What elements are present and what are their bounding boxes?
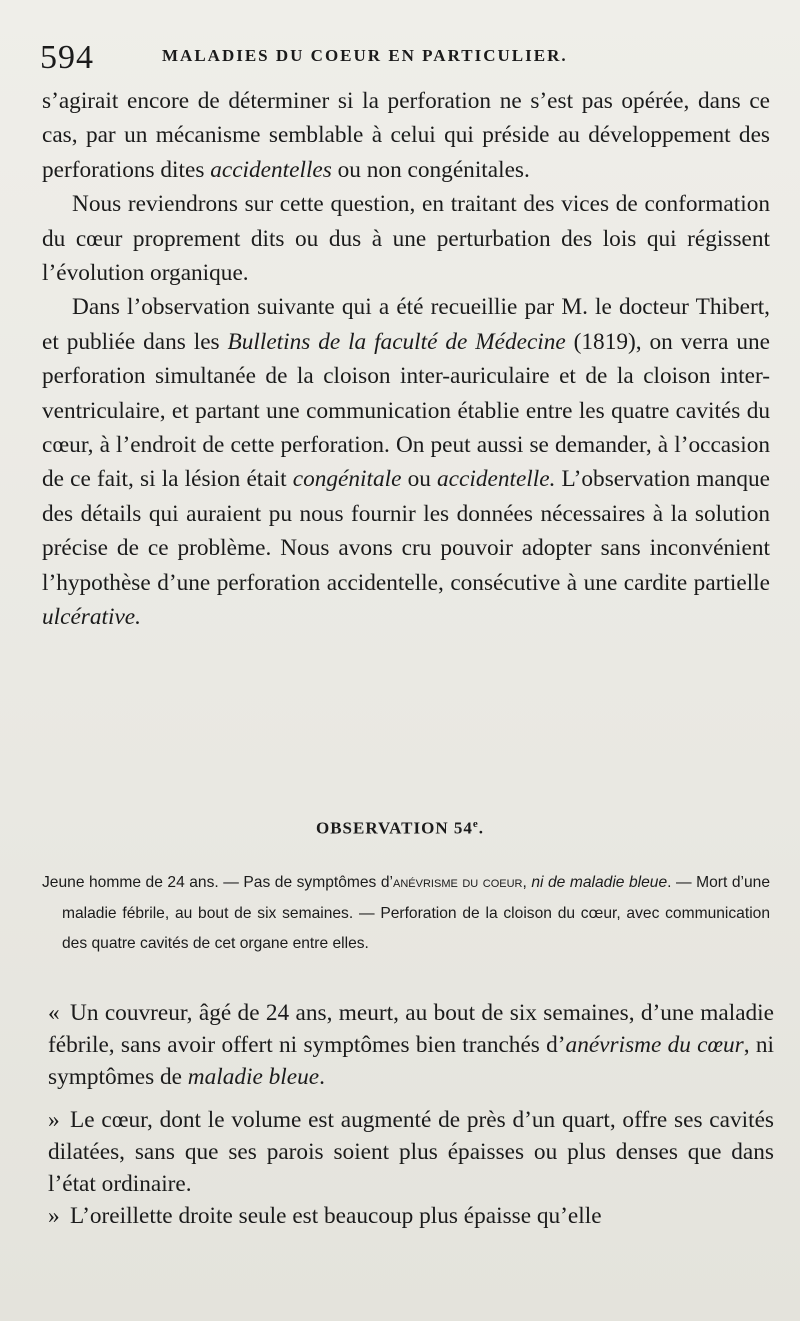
text-run: s’agirait encore de déterminer si la perforation ne s’est pas opérée, dans ce cas, par un mécanisme semblable à celui qui préside au développement des perforations dites [42,88,770,183]
text-run: ou non congénitales. [331,156,530,183]
observation-title-text: OBSERVATION 54 [316,818,473,838]
observation-summary [42,868,770,960]
italic-run: accidentelle. [437,466,556,493]
text-run: Dans l’observation suivante qui a été recueillie par M. le docteur Thibert, et publiée dans les [42,294,770,355]
quote-mark: » [48,1107,60,1134]
paragraph-2 [42,187,770,290]
italic-run: Bulletins de la faculté de Médecine [227,328,566,355]
main-text [42,84,770,635]
text-run: ou [401,466,438,493]
observation-paragraph-1 [48,998,774,1093]
quote-mark: « [48,1000,60,1026]
text-run: Nous reviendrons sur cette question, en traitant des vices de conformation du cœur proprement dits ou dus à une perturbation des lois qui régissent l’évolution organique. [42,191,770,287]
observation-paragraph-3 [48,1201,774,1233]
quote-mark: » [48,1202,60,1229]
text-run: (1819), on verra une perforation simultanée de la cloison inter-auriculaire et de la cloison inter-ventriculaire, et partant une communication établie entre les quatre cavités du cœur, à l’endroit de cette perforation. On peut aussi se demander, à l’occasion de ce fait, si la lésion était [42,328,771,493]
italic-run: ni de maladie bleue [531,874,668,891]
text-run: Un couvreur, âgé de 24 ans, meurt, au bout de six semaines, d’une maladie fébrile, sans avoir offert ni symptômes bien tranchés d’ [48,1000,774,1058]
text-run: . — Mort d’une maladie fébrile, au bout de six semaines. — Perforation de la cloison du cœur, avec communication des quatre cavités de cet organe entre elles. [62,874,771,953]
italic-run: congénitale [292,466,402,493]
italic-run: anévrisme du cœur [565,1031,744,1058]
paragraph-3 [42,290,770,634]
text-run: . [319,1063,325,1090]
observation-title [0,818,800,839]
small-caps-run: anévrisme du coeur [393,874,523,891]
summary-paragraph [42,868,770,960]
italic-run: accidentelles [210,156,332,183]
observation-title-end: . [478,818,484,838]
text-run: Jeune homme de 24 ans. — Pas de symptômes d’ [42,874,394,891]
page-header [40,38,780,78]
text-run: , [522,874,532,891]
paragraph-1 [42,84,770,187]
running-head: MALADIES DU COEUR EN PARTICULIER. [162,46,568,65]
observation-body [48,998,774,1233]
page-number: 594 [40,39,94,76]
observation-paragraph-2 [48,1105,774,1200]
text-run: Le cœur, dont le volume est augmenté de près d’un quart, offre ses cavités dilatées, sans que ses parois soient plus épaisses ou plus denses que dans l’état ordinaire. [48,1107,774,1197]
text-run: L’oreillette droite seule est beaucoup plus épaisse qu’elle [70,1202,602,1229]
observation-title-sup: e [472,818,479,830]
text-run: L’observation manque des détails qui auraient pu nous fournir les données nécessaires à la solution précise de ce problème. Nous avons cru pouvoir adopter sans inconvénient l’hypothèse d’une perforation accidentelle, consécutive à une cardite partielle [42,466,771,596]
italic-run: maladie bleue [187,1063,320,1090]
italic-run: ulcérative. [42,604,141,631]
text-run: , ni symptômes de [48,1031,774,1090]
